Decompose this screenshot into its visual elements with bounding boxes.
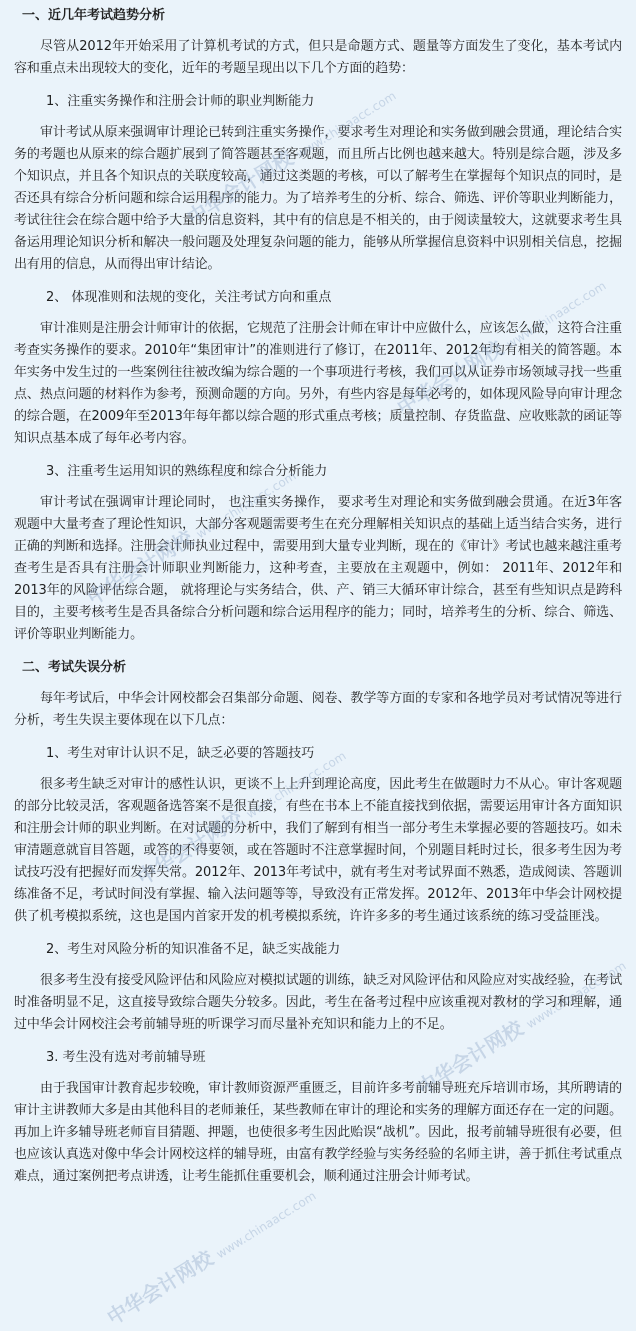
item-title: 1、考生对审计认识不足，缺乏必要的答题技巧	[46, 746, 315, 761]
item-text: 审计考试在强调审计理论同时， 也注重实务操作， 要求考生对理论和实务做到融会贯通。在近3年客观题中大量考查了理论性知识，大部分客观题需要考生在充分理解相关知识点的基础上适当结合实务，进行正确的判断和选择。注册会计师执业过程中，需要用到大量专业判断，现在的《审计》考试也越来越注重考查考生是否具有注册会计师职业判断能力，这种考查，主要放在主观题中，例如： 2011年、2012年和2013年的风险评估综合题， 就将理论与实务结合，供、产、销三大循环审计综合，甚至有些知识点是跨科目的，主要考核考生是否具备综合分析问题和综合运用程序的能力；同时，培养考生的分析、综合、筛选、评价等职业判断能力。	[14, 495, 622, 642]
item-title: 3、注重考生运用知识的熟练程度和综合分析能力	[46, 464, 328, 479]
watermark: 中华会计网校www.chinaacc.com	[392, 278, 609, 420]
item-text: 很多考生缺乏对审计的感性认识，更谈不上上升到理论高度，因此考生在做题时力不从心。审计客观题的部分比较灵活，客观题备选答案不是很直接，有些在书本上不能直接找到依据，需要运用审计各方面知识和注册会计师的职业判断。在对试题的分析中，我们了解到有相当一部分考生未掌握必要的答题技巧。如未审清题意就盲目答题，或答的不得要领，或在答题时不注意掌握时间，个别题目耗时过长，很多考生因为考试技巧没有把握好而发挥失常。2012年、2013年考试中，就有考生对考试界面不熟悉，造成阅读、答题训练准备不足，考试时间没有掌握、输入法问题等等，导致没有正常发挥。2012年、2013年中华会计网校提供了机考模拟系统，这也是国内首家开发的机考模拟系统，许许多多的考生通过该系统的练习受益匪浅。	[14, 777, 622, 924]
watermark: 中华会计网校www.chinaacc.com	[412, 958, 629, 1100]
section-1	[14, 6, 622, 646]
item-text: 由于我国审计教育起步较晚，审计教师资源严重匮乏，目前许多考前辅导班充斥培训市场，其所聘请的审计主讲教师大多是由其他科目的老师兼任，某些教师在审计的理论和实务的理解方面还存在一定的问题。再加上许多辅导班老师盲目猜题、押题，也使很多考生因此贻误“战机”。因此，报考前辅导班很有必要，但也应该认真选对像中华会计网校这样的辅导班，由富有教学经验与实务经验的名师主讲，善于抓住考试重点难点，通过案例把考点讲透，让考生能抓住重要机会，顺利通过注册会计师考试。	[14, 1081, 622, 1184]
item-text: 很多考生没有接受风险评估和风险应对模拟试题的训练，缺乏对风险评估和风险应对实战经验，在考试时准备明显不足，这直接导致综合题失分较多。因此，考生在备考过程中应该重视对教材的学习和理解，通过中华会计网校注会考前辅导班的听课学习而尽量补充知识和能力上的不足。	[14, 973, 622, 1032]
watermark: 中华会计网校www.chinaacc.com	[182, 88, 399, 230]
section-intro: 每年考试后，中华会计网校都会召集部分命题、阅卷、教学等方面的专家和各地学员对考试情况等进行分析，考生失误主要体现在以下几点：	[14, 691, 622, 728]
section-2	[14, 658, 622, 1188]
item-title: 2、考生对风险分析的知识准备不足，缺乏实战能力	[46, 942, 341, 957]
watermark: 中华会计网校www.chinaacc.com	[102, 1188, 319, 1330]
section-heading: 一、近几年考试趋势分析	[22, 8, 166, 23]
item-title: 2、 体现准则和法规的变化，关注考试方向和重点	[46, 290, 332, 305]
item-title: 3. 考生没有选对考前辅导班	[46, 1050, 206, 1065]
section-heading: 二、考试失误分析	[22, 660, 127, 675]
section-intro: 尽管从2012年开始采用了计算机考试的方式，但只是命题方式、题量等方面发生了变化，基本考试内容和重点未出现较大的变化，近年的考题呈现出以下几个方面的趋势：	[14, 39, 622, 76]
watermark: 中华会计网校www.chinaacc.com	[82, 468, 299, 610]
watermark: 中华会计网校www.chinaacc.com	[132, 748, 349, 890]
item-text: 审计考试从原来强调审计理论已转到注重实务操作，要求考生对理论和实务做到融会贯通，理论结合实务的考题也从原来的综合题扩展到了简答题甚至客观题，而且所占比例也越来越大。特别是综合题，涉及多个知识点，并且各个知识点的关联度较高，通过这类题的考核，可以了解考生在掌握每个知识点的同时，是否还具有综合分析问题和综合运用程序的能力。为了培养考生的分析、综合、筛选、评价等职业判断能力，考试往往会在综合题中给予大量的信息资料，其中有的信息是不相关的，由于阅读量较大，这就要求考生具备运用理论知识分析和解决一般问题及处理复杂问题的能力，能够从所掌握信息资料中识别相关信息，挖掘出有用的信息，从而得出审计结论。	[14, 125, 622, 272]
item-text: 审计准则是注册会计师审计的依据，它规范了注册会计师在审计中应做什么，应该怎么做，这符合注重考查实务操作的要求。2010年“集团审计”的准则进行了修订，在2011年、2012年均有相关的简答题。本年实务中发生过的一些案例往往被改编为综合题的一个事项进行考核，我们可以从证券市场领域寻找一些重点、热点问题的材料作为参考，预测命题的方向。另外，有些内容是每年必考的，如体现风险导向审计理念的综合题，在2009年至2013年每年都以综合题的形式重点考核；质量控制、存货监盘、应收账款的函证等知识点基本成了每年必考内容。	[14, 321, 622, 446]
item-title: 1、注重实务操作和注册会计师的职业判断能力	[46, 94, 315, 109]
